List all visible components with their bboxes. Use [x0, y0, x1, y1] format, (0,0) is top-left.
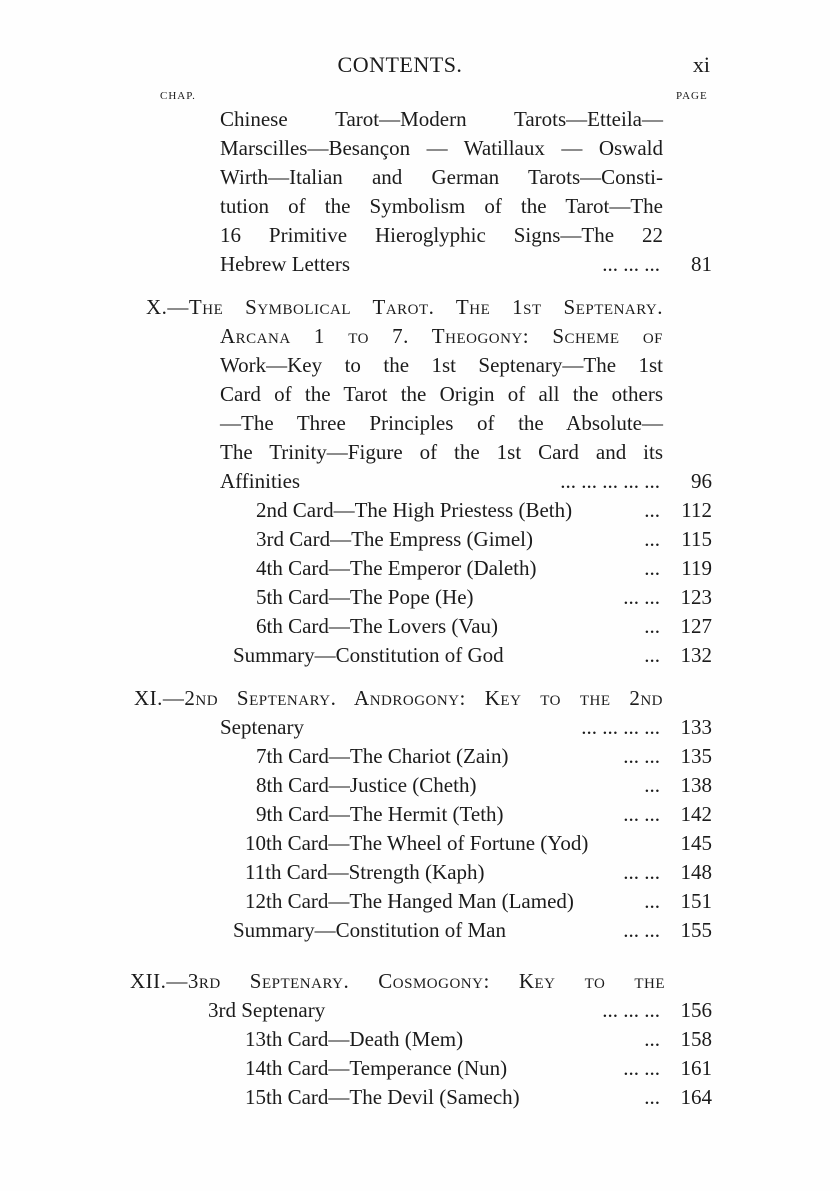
toc-page-number: 132	[680, 643, 712, 667]
chap-column-label: CHAP.	[160, 90, 196, 102]
toc-entry[interactable]	[256, 554, 712, 583]
toc-entry[interactable]	[245, 858, 712, 887]
toc-text-line: Work—Key to the 1st Septenary—The 1st	[220, 353, 663, 377]
leader-dots: ... ...	[623, 802, 660, 826]
toc-entry-label: 14th Card—Temperance (Nun)	[245, 1056, 508, 1080]
toc-page-number: 145	[680, 831, 712, 855]
toc-entry-label: Hebrew Letters	[220, 252, 351, 276]
toc-text-line: Arcana 1 to 7. Theogony: Scheme of	[220, 324, 663, 348]
toc-entry[interactable]	[256, 771, 712, 800]
toc-entry[interactable]	[245, 887, 712, 916]
toc-entry-label: 4th Card—The Emperor (Daleth)	[256, 556, 537, 580]
toc-page-number: 155	[680, 918, 712, 942]
toc-entry-label: 15th Card—The Devil (Samech)	[245, 1085, 520, 1109]
leader-dots: ... ...	[623, 585, 660, 609]
toc-entry[interactable]	[245, 829, 712, 858]
toc-entry-label: Summary—Constitution of Man	[233, 918, 506, 942]
toc-page-number: 123	[680, 585, 712, 609]
toc-entry[interactable]	[233, 916, 712, 945]
toc-entry-label: Affinities	[220, 469, 301, 493]
chapter-heading: XII.—3rd Septenary. Cosmogony: Key to the	[130, 969, 665, 993]
toc-entry-label: Septenary	[220, 715, 304, 739]
toc-entry-label: Summary—Constitution of God	[233, 643, 504, 667]
page-header	[0, 52, 840, 80]
toc-entry-label: 2nd Card—The High Priestess (Beth)	[256, 498, 573, 522]
toc-entry-label: 10th Card—The Wheel of Fortune (Yod)	[245, 831, 589, 855]
leader-dots: ...	[644, 1027, 660, 1051]
toc-entry-label: 3rd Septenary	[208, 998, 326, 1022]
toc-entry[interactable]	[245, 1025, 712, 1054]
leader-dots: ... ... ... ...	[581, 715, 660, 739]
toc-page-number: 135	[680, 744, 712, 768]
toc-page-number: 133	[680, 715, 712, 739]
toc-page-number: 138	[680, 773, 712, 797]
toc-page-number: 81	[691, 252, 712, 276]
toc-page-number: 161	[680, 1056, 712, 1080]
toc-page-number: 158	[680, 1027, 712, 1051]
toc-entry[interactable]	[245, 1054, 712, 1083]
toc-entry[interactable]	[256, 525, 712, 554]
running-title: CONTENTS.	[337, 52, 463, 77]
leader-dots: ... ...	[623, 918, 660, 942]
toc-entry-label: 13th Card—Death (Mem)	[245, 1027, 464, 1051]
toc-entry-label: 8th Card—Justice (Cheth)	[256, 773, 477, 797]
toc-entry[interactable]	[256, 800, 712, 829]
leader-dots: ...	[644, 889, 660, 913]
toc-page-number: 151	[680, 889, 712, 913]
toc-text-line: The Trinity—Figure of the 1st Card and its	[220, 440, 663, 464]
toc-text-line: Marscilles—Besançon — Watillaux — Oswald	[220, 136, 663, 160]
toc-page-number: 142	[680, 802, 712, 826]
toc-page-number: 127	[680, 614, 712, 638]
toc-page-number: 112	[681, 498, 712, 522]
leader-dots: ...	[644, 527, 660, 551]
toc-entry[interactable]	[220, 250, 712, 279]
leader-dots: ...	[644, 643, 660, 667]
toc-entry[interactable]	[220, 713, 712, 742]
leader-dots: ... ...	[623, 860, 660, 884]
toc-entry-label: 12th Card—The Hanged Man (Lamed)	[245, 889, 574, 913]
page-column-label: PAGE	[676, 90, 708, 102]
toc-text-line: —The Three Principles of the Absolute—	[220, 411, 663, 435]
toc-entry-label: 9th Card—The Hermit (Teth)	[256, 802, 504, 826]
leader-dots: ... ...	[623, 744, 660, 768]
toc-entry-label: 7th Card—The Chariot (Zain)	[256, 744, 509, 768]
leader-dots: ...	[644, 556, 660, 580]
toc-entry[interactable]	[245, 1083, 712, 1112]
leader-dots: ...	[644, 498, 660, 522]
toc-entry[interactable]	[256, 496, 712, 525]
toc-page-number: 156	[680, 998, 712, 1022]
toc-entry-label: 5th Card—The Pope (He)	[256, 585, 474, 609]
toc-text-line: Card of the Tarot the Origin of all the others	[220, 382, 663, 406]
toc-entry[interactable]	[233, 641, 712, 670]
leader-dots: ...	[644, 1085, 660, 1109]
toc-entry[interactable]	[256, 583, 712, 612]
toc-text-line: 16 Primitive Hieroglyphic Signs—The 22	[220, 223, 663, 247]
toc-text-line: Wirth—Italian and German Tarots—Consti-	[220, 165, 663, 189]
leader-dots: ... ... ...	[602, 998, 660, 1022]
toc-entry[interactable]	[256, 742, 712, 771]
toc-entry[interactable]	[256, 612, 712, 641]
toc-entry-label: 6th Card—The Lovers (Vau)	[256, 614, 499, 638]
leader-dots: ... ... ... ... ...	[560, 469, 660, 493]
leader-dots: ... ...	[623, 1056, 660, 1080]
leader-dots: ... ... ...	[602, 252, 660, 276]
toc-page-number: 119	[681, 556, 712, 580]
toc-page-number: 96	[691, 469, 712, 493]
leader-dots: ...	[644, 773, 660, 797]
toc-page-number: 148	[680, 860, 712, 884]
leader-dots: ...	[644, 614, 660, 638]
toc-page-number: 164	[680, 1085, 712, 1109]
toc-entry-label: 3rd Card—The Empress (Gimel)	[256, 527, 534, 551]
toc-text-line: Chinese Tarot—Modern Tarots—Etteila—	[220, 107, 663, 131]
toc-entry-label: 11th Card—Strength (Kaph)	[245, 860, 485, 884]
chapter-heading: XI.—2nd Septenary. Androgony: Key to the 2nd	[134, 686, 663, 710]
chapter-heading: X.—The Symbolical Tarot. The 1st Septenary.	[146, 295, 663, 319]
page-number: xi	[692, 52, 710, 77]
toc-page-number: 115	[681, 527, 712, 551]
toc-text-line: tution of the Symbolism of the Tarot—The	[220, 194, 663, 218]
toc-entry[interactable]	[208, 996, 712, 1025]
toc-entry[interactable]	[220, 467, 712, 496]
